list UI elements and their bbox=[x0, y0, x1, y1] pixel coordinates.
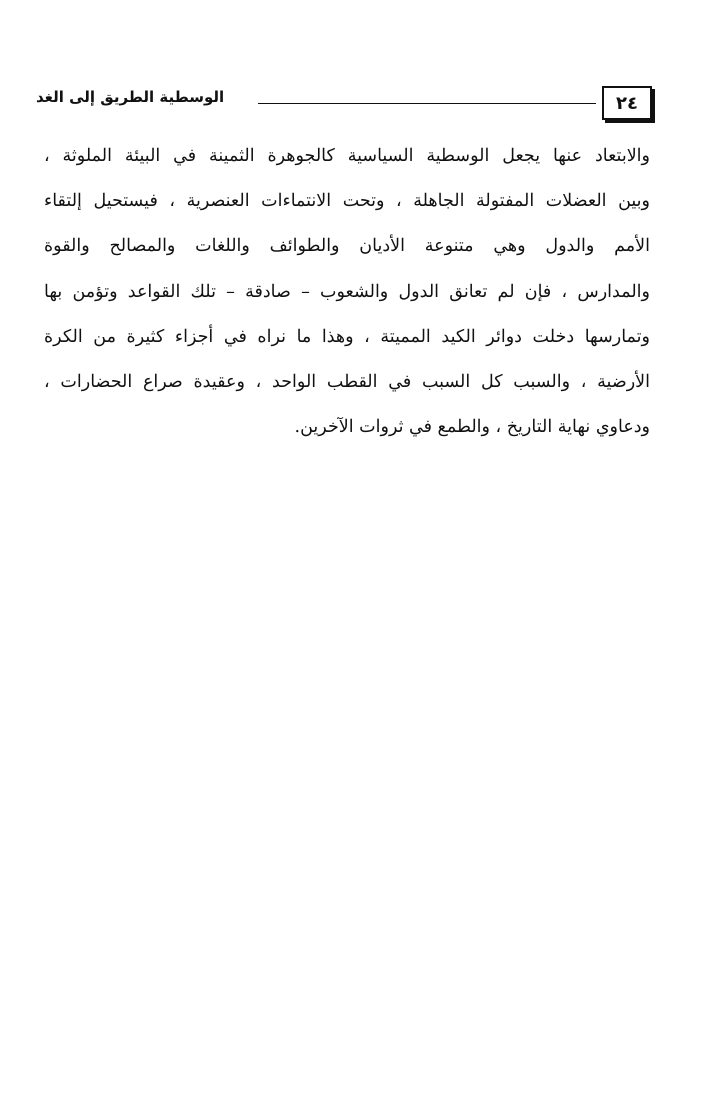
page-number: ٢٤ bbox=[616, 92, 638, 114]
text-line: ودعاوي نهاية التاريخ ، والطمع في ثروات الآخرين. bbox=[294, 417, 650, 438]
text-line: الأمم والدول وهي متنوعة الأديان والطوائف واللغات والمصالح والقوة bbox=[44, 236, 650, 257]
running-header bbox=[36, 86, 652, 120]
text-line: والمدارس ، فإن لم تعانق الدول والشعوب – صادقة – تلك القواعد وتؤمن بها bbox=[44, 281, 650, 302]
body-paragraph bbox=[44, 134, 650, 450]
text-line: وبين العضلات المفتولة الجاهلة ، وتحت الانتماءات العنصرية ، فيستحيل إلتقاء bbox=[44, 191, 650, 212]
text-line: والابتعاد عنها يجعل الوسطية السياسية كالجوهرة الثمينة في البيئة الملوثة ، bbox=[44, 146, 650, 166]
text-line: الأرضية ، والسبب كل السبب في القطب الواحد ، وعقيدة صراع الحضارات ، bbox=[44, 372, 650, 393]
running-title: الوسطية الطريق إلى الغد bbox=[36, 88, 225, 106]
page-number-box bbox=[602, 86, 652, 120]
text-line: وتمارسها دخلت دوائر الكيد المميتة ، وهذا ما نراه في أجزاء كثيرة من الكرة bbox=[44, 326, 650, 347]
header-rule bbox=[258, 103, 596, 104]
